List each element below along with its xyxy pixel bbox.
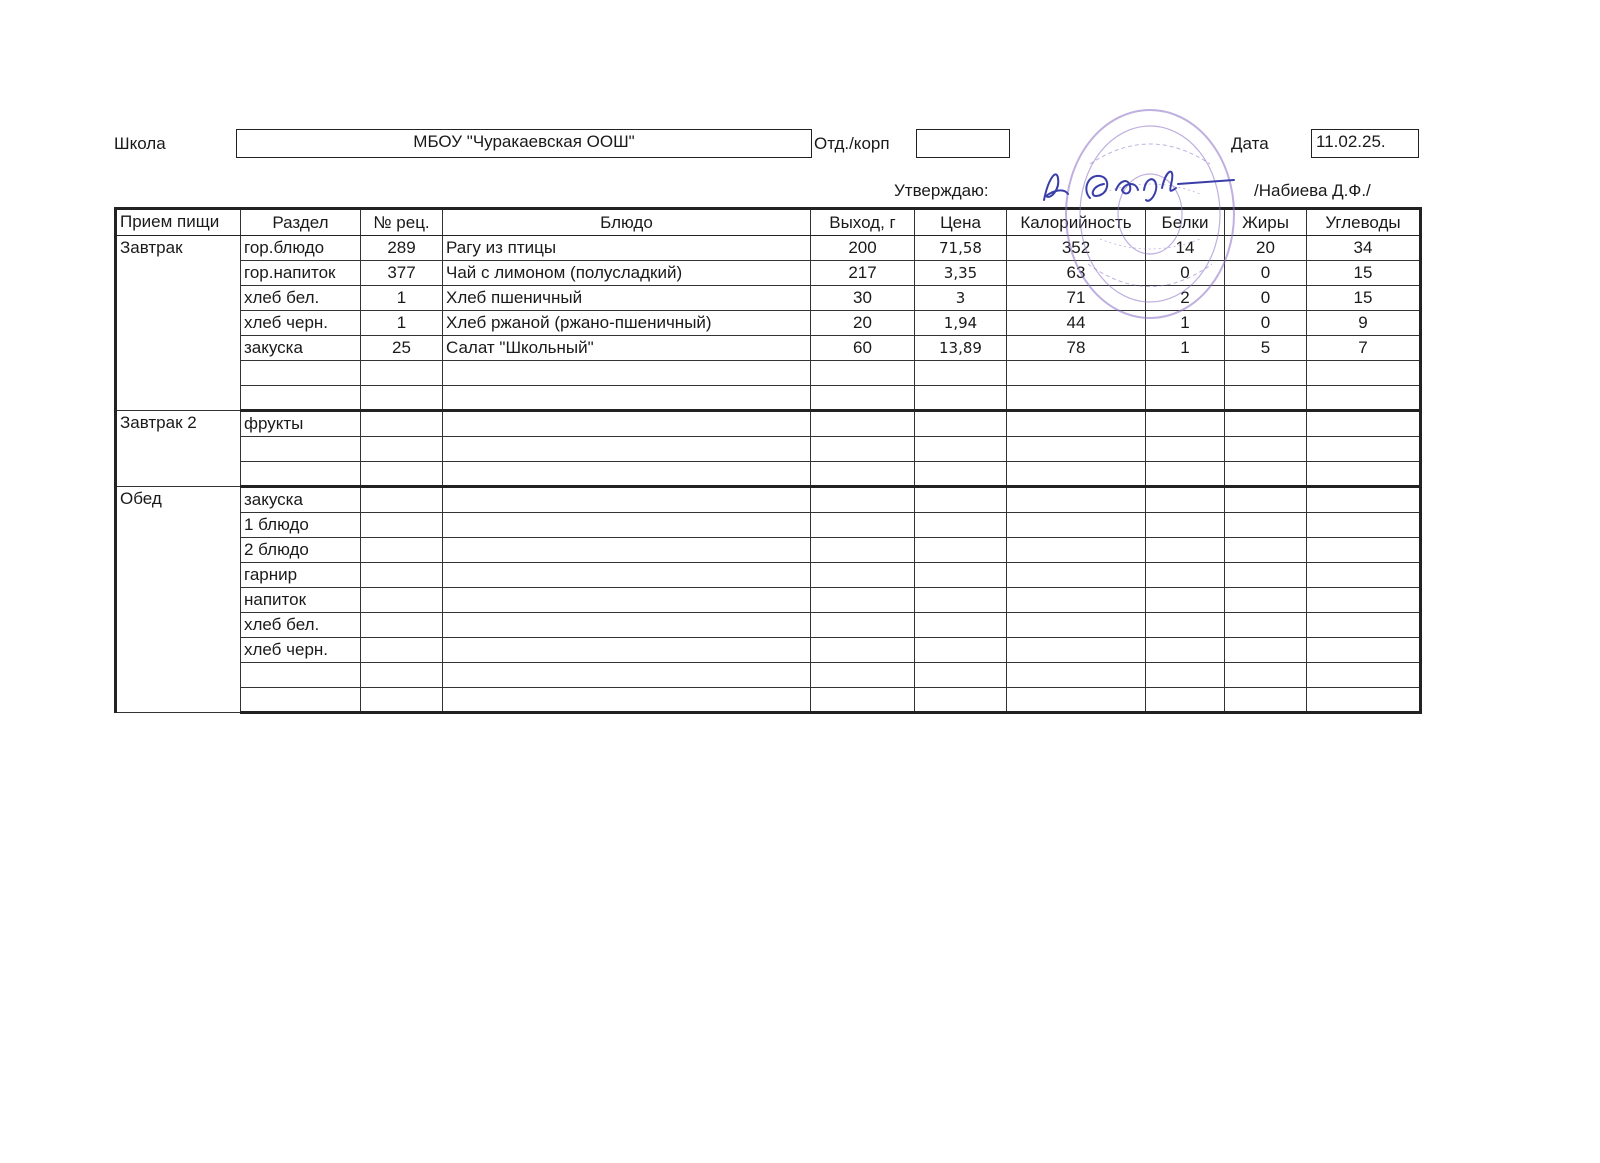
cell-carbs [1307,487,1421,513]
cell-carbs: 7 [1307,336,1421,361]
cell-protein [1146,538,1225,563]
table-row [116,663,1421,688]
table-row [116,538,1421,563]
cell-recipe [361,487,443,513]
cell-recipe: 377 [361,261,443,286]
cell-section: 1 блюдо [241,513,361,538]
cell-fat: 0 [1225,311,1307,336]
cell-price [915,411,1007,437]
cell-price: 3,35 [915,261,1007,286]
cell-dish [443,538,811,563]
cell-carbs [1307,538,1421,563]
cell-protein [1146,462,1225,487]
cell-fat [1225,361,1307,386]
cell-dish [443,437,811,462]
cell-calories [1007,411,1146,437]
cell-section: закуска [241,487,361,513]
cell-dish [443,613,811,638]
table-row [116,513,1421,538]
column-header: Раздел [241,209,361,236]
cell-section: гор.напиток [241,261,361,286]
cell-calories [1007,638,1146,663]
cell-protein: 1 [1146,311,1225,336]
cell-section [241,386,361,411]
cell-dish [443,487,811,513]
cell-carbs [1307,411,1421,437]
cell-dish [443,386,811,411]
cell-price [915,688,1007,713]
column-header: Цена [915,209,1007,236]
cell-dish [443,361,811,386]
cell-yield: 217 [811,261,915,286]
cell-calories [1007,437,1146,462]
cell-fat [1225,688,1307,713]
table-row [116,361,1421,386]
cell-carbs [1307,688,1421,713]
cell-dish: Хлеб ржаной (ржано-пшеничный) [443,311,811,336]
cell-price [915,663,1007,688]
cell-carbs [1307,588,1421,613]
cell-recipe: 1 [361,286,443,311]
cell-calories [1007,563,1146,588]
column-header: Блюдо [443,209,811,236]
cell-section: фрукты [241,411,361,437]
cell-carbs [1307,361,1421,386]
table-row [116,462,1421,487]
cell-calories: 63 [1007,261,1146,286]
cell-fat [1225,513,1307,538]
school-name-field: МБОУ "Чуракаевская ООШ" [236,129,812,158]
cell-dish: Салат "Школьный" [443,336,811,361]
cell-recipe: 25 [361,336,443,361]
cell-carbs: 34 [1307,236,1421,261]
cell-recipe [361,513,443,538]
cell-dish: Хлеб пшеничный [443,286,811,311]
cell-protein [1146,361,1225,386]
cell-carbs [1307,638,1421,663]
cell-calories [1007,361,1146,386]
cell-price [915,462,1007,487]
cell-protein [1146,613,1225,638]
table-row [116,336,1421,361]
cell-price [915,563,1007,588]
cell-section [241,663,361,688]
cell-fat: 5 [1225,336,1307,361]
cell-dish [443,411,811,437]
table-row [116,613,1421,638]
table-row [116,638,1421,663]
cell-fat [1225,487,1307,513]
cell-protein: 0 [1146,261,1225,286]
dept-label: Отд./корп [814,134,890,153]
cell-fat [1225,411,1307,437]
cell-calories [1007,538,1146,563]
column-header: № рец. [361,209,443,236]
cell-protein: 2 [1146,286,1225,311]
cell-recipe [361,563,443,588]
cell-fat [1225,386,1307,411]
cell-yield: 60 [811,336,915,361]
cell-protein [1146,663,1225,688]
cell-calories [1007,663,1146,688]
cell-price: 71,58 [915,236,1007,261]
cell-recipe: 289 [361,236,443,261]
cell-protein [1146,487,1225,513]
cell-protein [1146,563,1225,588]
cell-recipe [361,588,443,613]
cell-calories: 44 [1007,311,1146,336]
date-field: 11.02.25. [1311,129,1419,158]
cell-calories [1007,386,1146,411]
cell-yield [811,462,915,487]
column-header: Калорийность [1007,209,1146,236]
cell-price [915,386,1007,411]
cell-yield [811,361,915,386]
cell-carbs: 15 [1307,261,1421,286]
cell-carbs [1307,663,1421,688]
table-row [116,688,1421,713]
cell-yield [811,437,915,462]
cell-protein [1146,688,1225,713]
approve-label: Утверждаю: [894,181,989,200]
cell-fat [1225,437,1307,462]
cell-section: хлеб бел. [241,286,361,311]
cell-recipe [361,613,443,638]
cell-dish [443,638,811,663]
table-row [116,386,1421,411]
table-row [116,437,1421,462]
cell-fat [1225,462,1307,487]
cell-price: 3 [915,286,1007,311]
cell-section: 2 блюдо [241,538,361,563]
cell-fat [1225,663,1307,688]
cell-protein [1146,437,1225,462]
cell-section [241,361,361,386]
cell-carbs: 9 [1307,311,1421,336]
cell-section [241,437,361,462]
cell-protein: 1 [1146,336,1225,361]
cell-dish: Рагу из птицы [443,236,811,261]
cell-dish [443,663,811,688]
cell-yield: 20 [811,311,915,336]
seal-stamp-icon [1060,104,1240,324]
cell-yield [811,588,915,613]
approver-name: /Набиева Д.Ф./ [1254,181,1371,200]
cell-calories [1007,613,1146,638]
cell-price [915,613,1007,638]
table-row [116,563,1421,588]
cell-price: 13,89 [915,336,1007,361]
cell-dish [443,462,811,487]
cell-dish [443,588,811,613]
dept-field [916,129,1010,158]
cell-yield: 30 [811,286,915,311]
school-label: Школа [114,134,166,153]
cell-section: хлеб бел. [241,613,361,638]
cell-recipe [361,361,443,386]
cell-carbs [1307,613,1421,638]
cell-fat: 0 [1225,261,1307,286]
cell-yield [811,688,915,713]
cell-price [915,487,1007,513]
cell-yield [811,538,915,563]
cell-recipe: 1 [361,311,443,336]
cell-recipe [361,638,443,663]
cell-protein [1146,386,1225,411]
signature-icon [1038,160,1238,210]
cell-fat [1225,538,1307,563]
cell-price [915,437,1007,462]
cell-dish: Чай с лимоном (полусладкий) [443,261,811,286]
cell-price [915,361,1007,386]
table-row [116,487,1421,513]
cell-section: хлеб черн. [241,638,361,663]
cell-fat [1225,613,1307,638]
cell-carbs [1307,462,1421,487]
cell-section: хлеб черн. [241,311,361,336]
cell-recipe [361,538,443,563]
cell-protein: 14 [1146,236,1225,261]
cell-section [241,462,361,487]
cell-protein [1146,588,1225,613]
cell-yield: 200 [811,236,915,261]
cell-section [241,688,361,713]
cell-yield [811,487,915,513]
cell-price: 1,94 [915,311,1007,336]
cell-yield [811,638,915,663]
cell-yield [811,411,915,437]
cell-calories [1007,487,1146,513]
cell-yield [811,613,915,638]
cell-recipe [361,663,443,688]
cell-yield [811,386,915,411]
cell-recipe [361,688,443,713]
cell-dish [443,688,811,713]
cell-recipe [361,462,443,487]
table-row [116,411,1421,437]
cell-calories [1007,513,1146,538]
cell-carbs [1307,563,1421,588]
cell-carbs: 15 [1307,286,1421,311]
cell-yield [811,563,915,588]
cell-fat [1225,588,1307,613]
cell-fat [1225,638,1307,663]
column-header: Жиры [1225,209,1307,236]
column-header: Углеводы [1307,209,1421,236]
cell-calories: 78 [1007,336,1146,361]
cell-calories: 71 [1007,286,1146,311]
cell-protein [1146,638,1225,663]
cell-yield [811,663,915,688]
meal-name-cell: Обед [116,487,241,713]
column-header: Прием пищи [116,209,241,236]
cell-carbs [1307,513,1421,538]
cell-yield [811,513,915,538]
cell-protein [1146,411,1225,437]
cell-calories [1007,688,1146,713]
cell-carbs [1307,437,1421,462]
cell-fat [1225,563,1307,588]
cell-recipe [361,437,443,462]
meal-name-cell: Завтрак 2 [116,411,241,487]
cell-fat: 0 [1225,286,1307,311]
cell-price [915,513,1007,538]
cell-price [915,638,1007,663]
cell-recipe [361,386,443,411]
column-header: Белки [1146,209,1225,236]
date-label: Дата [1231,134,1269,153]
cell-price [915,538,1007,563]
cell-section: гарнир [241,563,361,588]
cell-section: закуска [241,336,361,361]
cell-section: гор.блюдо [241,236,361,261]
cell-section: напиток [241,588,361,613]
cell-price [915,588,1007,613]
cell-fat: 20 [1225,236,1307,261]
cell-calories [1007,462,1146,487]
cell-carbs [1307,386,1421,411]
cell-calories: 352 [1007,236,1146,261]
cell-dish [443,563,811,588]
meal-name-cell: Завтрак [116,236,241,411]
cell-recipe [361,411,443,437]
cell-protein [1146,513,1225,538]
cell-dish [443,513,811,538]
cell-calories [1007,588,1146,613]
table-row [116,588,1421,613]
column-header: Выход, г [811,209,915,236]
